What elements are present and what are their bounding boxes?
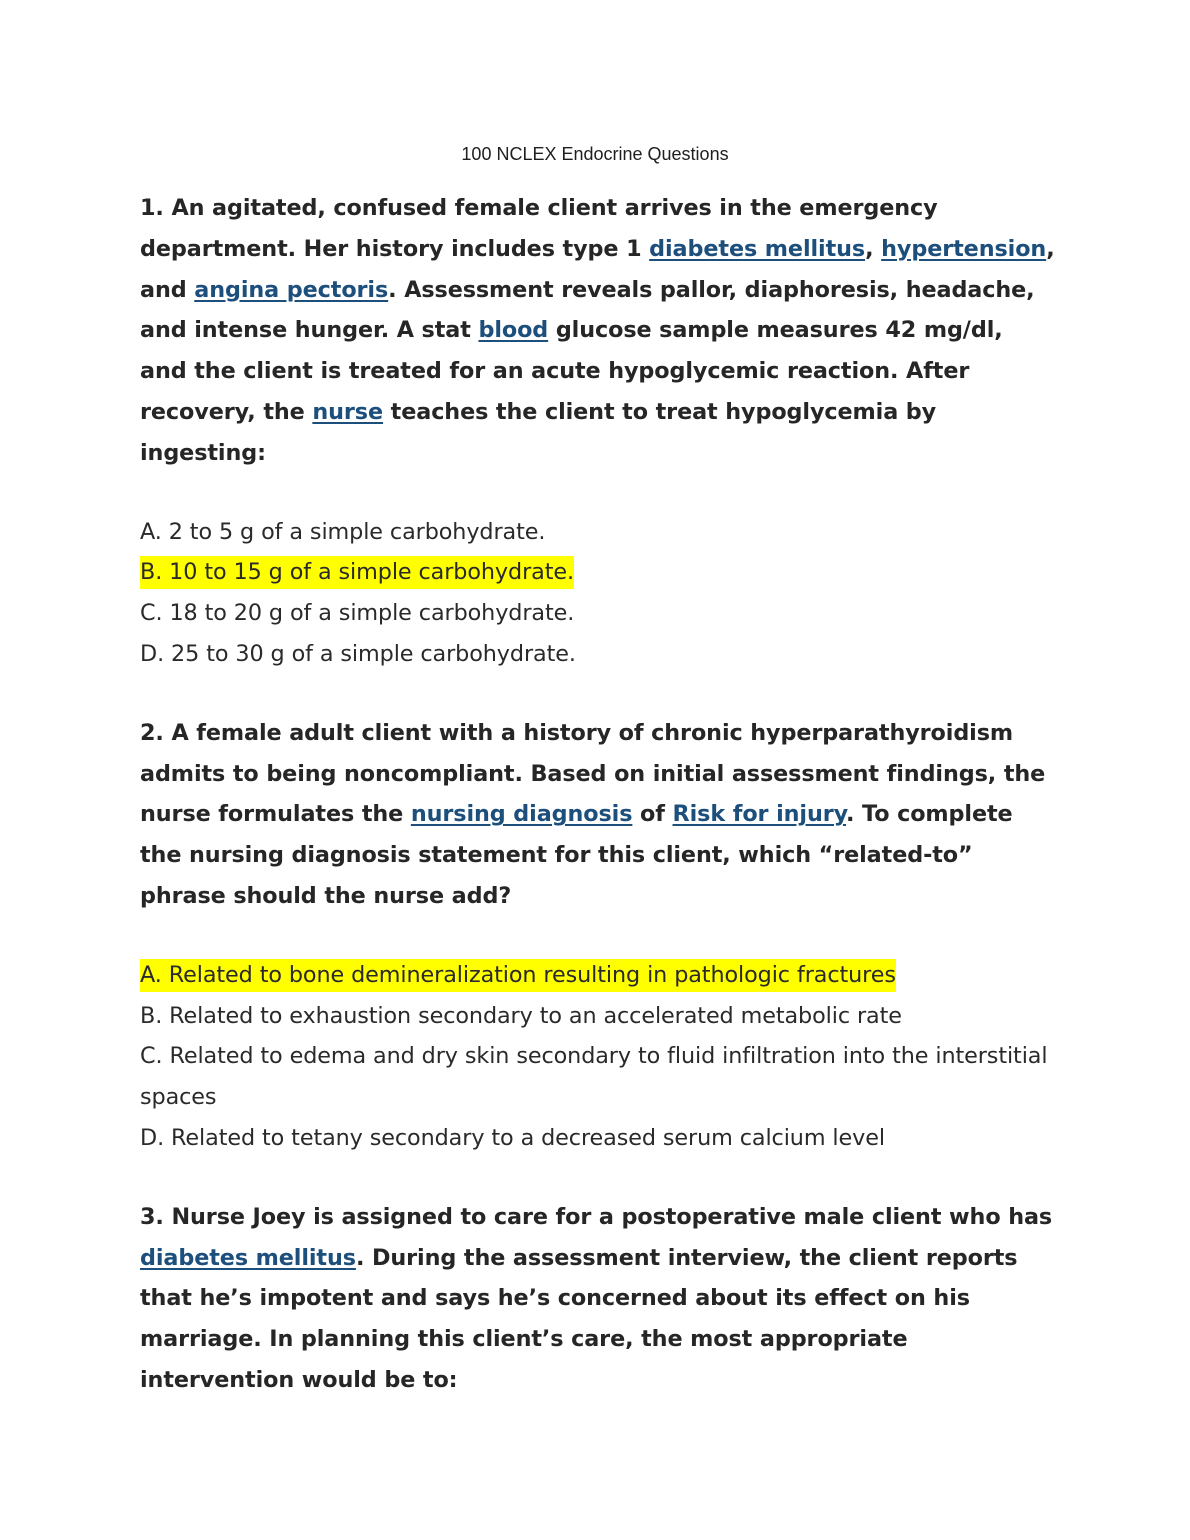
question-2 <box>140 713 1055 917</box>
answer-option-correct <box>140 955 1055 996</box>
question-3 <box>140 1197 1055 1401</box>
document-body <box>140 188 1055 1401</box>
link-hypertension[interactable]: hypertension <box>881 235 1047 262</box>
question-text: , and <box>140 235 1055 303</box>
link-blood[interactable]: blood <box>478 317 549 344</box>
answer-option: B. Related to exhaustion secondary to an accelerated metabolic rate <box>140 1002 902 1029</box>
link-nursing-diagnosis[interactable]: nursing diagnosis <box>410 801 633 828</box>
question-text: . During the assessment interview, the client reports that he’s impotent and says he’s concerned about its effect on his marriage. In planning this client’s care, the most appropriate intervention would be to: <box>140 1244 1018 1393</box>
spacer <box>140 1159 1055 1197</box>
question-number: 1. <box>140 195 164 221</box>
question-text: A female adult client with a history of chronic hyperparathyroidism admits to being noncompliant. Based on initial assessment findings, the nurse formulates the <box>140 719 1046 828</box>
question-text: An agitated, confused female client arrives in the emergency department. Her history includes type 1 <box>140 195 938 262</box>
answer-option: C. Related to edema and dry skin secondary to fluid infiltration into the interstitial spaces <box>140 1043 1048 1111</box>
answer-option: A. 2 to 5 g of a simple carbohydrate. <box>140 518 546 545</box>
answer-option: D. Related to tetany secondary to a decreased serum calcium level <box>140 1124 885 1151</box>
answer-option: C. 18 to 20 g of a simple carbohydrate. <box>140 600 575 627</box>
question-number: 3. <box>140 1203 164 1230</box>
question-1 <box>140 188 1055 474</box>
answer-options-2 <box>140 955 1055 1159</box>
link-angina-pectoris[interactable]: angina pectoris <box>194 276 389 303</box>
link-nurse[interactable]: nurse <box>312 398 383 425</box>
question-text: glucose sample measures 42 mg/dl, and the client is treated for an acute hypoglycemic reaction. After recovery, the <box>140 317 1003 425</box>
question-text: of <box>632 801 673 828</box>
link-diabetes-mellitus[interactable]: diabetes mellitus <box>140 1244 356 1271</box>
question-text: teaches the client to treat hypoglycemia by ingesting: <box>140 398 937 466</box>
answer-option-correct <box>140 552 1055 593</box>
question-number: 2. <box>140 719 164 746</box>
link-diabetes-mellitus[interactable]: diabetes mellitus <box>649 235 866 262</box>
answer-option: D. 25 to 30 g of a simple carbohydrate. <box>140 640 576 667</box>
question-text: . Assessment reveals pallor, diaphoresis, headache, and intense hunger. A stat <box>140 276 1035 344</box>
question-text: . To complete the nursing diagnosis statement for this client, which “related-to” phrase should the nurse add? <box>140 801 1013 909</box>
answer-options-1 <box>140 512 1055 675</box>
highlighted-answer: B. 10 to 15 g of a simple carbohydrate. <box>140 556 574 589</box>
question-text: Nurse Joey is assigned to care for a postoperative male client who has <box>171 1203 1053 1230</box>
document-title: 100 NCLEX Endocrine Questions <box>461 144 729 164</box>
link-risk-for-injury[interactable]: Risk for injury <box>672 801 847 828</box>
highlighted-answer: A. Related to bone demineralization resulting in pathologic fractures <box>140 959 896 992</box>
spacer <box>140 675 1055 713</box>
question-text: , <box>865 235 882 262</box>
